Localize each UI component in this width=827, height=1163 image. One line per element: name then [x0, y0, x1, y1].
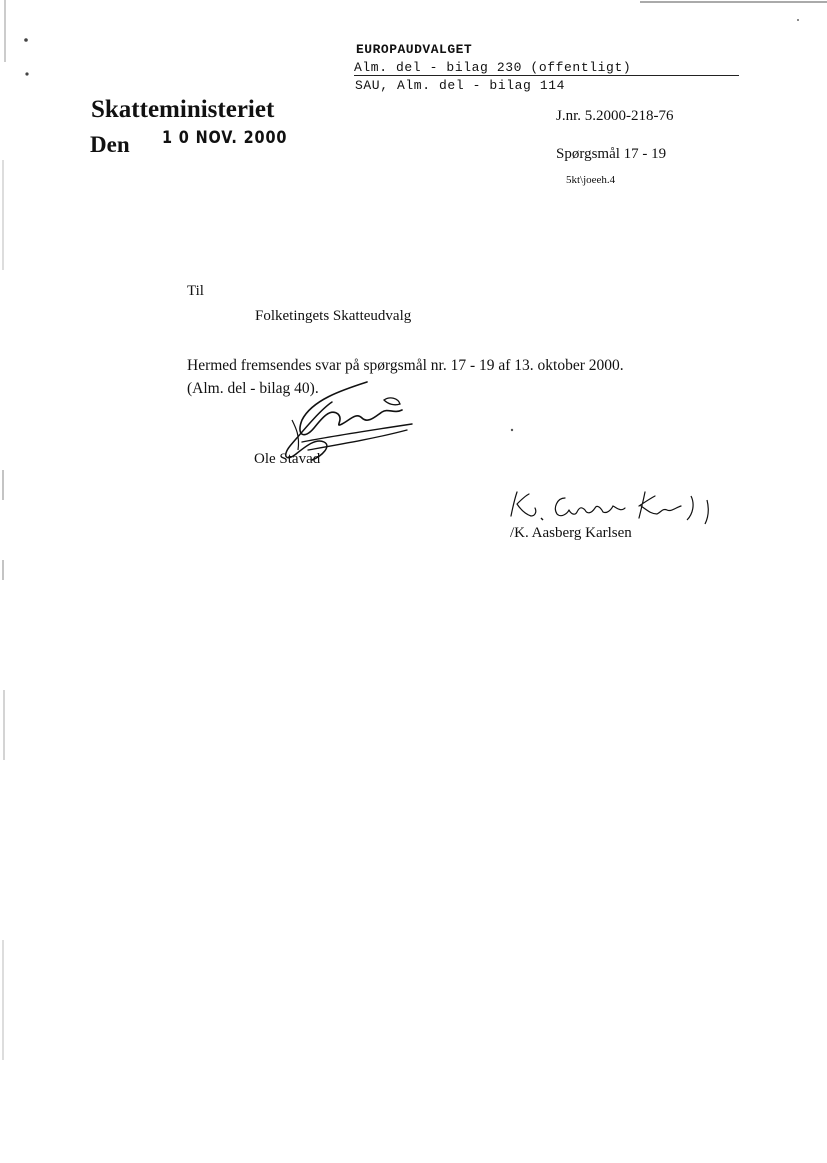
question-range: Spørgsmål 17 - 19 — [556, 146, 667, 162]
body-line-1: Hermed fremsendes svar på spørgsmål nr. 17 - 19 af 13. oktober 2000. — [187, 357, 624, 374]
stamp-line-1: Alm. del - bilag 230 (offentligt) — [354, 60, 632, 75]
ministry-name: Skatteministeriet — [91, 96, 275, 123]
signer-1-name: Ole Stavad — [254, 451, 321, 467]
date-label: Den — [90, 132, 130, 157]
stamp-underline — [354, 75, 739, 76]
signature-k-aasberg-karlsen — [505, 486, 720, 528]
to-label: Til — [187, 283, 204, 299]
recipient: Folketingets Skatteudvalg — [255, 308, 412, 324]
journal-number: J.nr. 5.2000-218-76 — [556, 108, 674, 124]
body-line-2: (Alm. del - bilag 40). — [187, 380, 319, 397]
date-stamp: 1 0 NOV. 2000 — [162, 128, 288, 148]
signer-2-name: /K. Aasberg Karlsen — [510, 525, 632, 541]
stamp-heading: EUROPAUDVALGET — [356, 42, 473, 57]
file-reference: 5kt\joeeh.4 — [566, 174, 616, 186]
stamp-line-2: SAU, Alm. del - bilag 114 — [355, 78, 566, 93]
